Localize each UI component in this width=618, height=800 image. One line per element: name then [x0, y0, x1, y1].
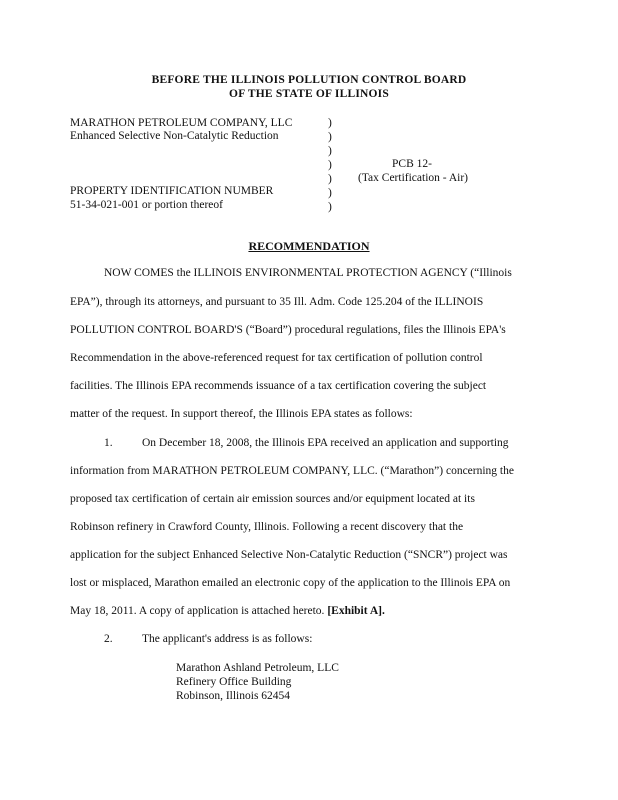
caption-property-id-value: 51-34-021-001 or portion thereof [70, 199, 223, 211]
board-title: BEFORE THE ILLINOIS POLLUTION CONTROL BOARD [151, 74, 467, 86]
board-subtitle: OF THE STATE OF ILLINOIS [229, 88, 389, 100]
item-number: 2. [104, 633, 113, 645]
paragraph-line: proposed tax certification of certain air emission sources and/or equipment located at its [70, 493, 475, 505]
caption-paren: ) [328, 201, 332, 213]
paragraph-line: information from MARATHON PETROLEUM COMPANY, LLC. (“Marathon”) concerning the [70, 465, 514, 477]
caption-paren: ) [328, 159, 332, 171]
paragraph-line: EPA”), through its attorneys, and pursuant to 35 Ill. Adm. Code 125.204 of the ILLINOIS [70, 296, 484, 308]
item-number: 1. [104, 437, 113, 449]
exhibit-reference: [Exhibit A]. [327, 605, 385, 617]
paragraph-line: NOW COMES the ILLINOIS ENVIRONMENTAL PROTECTION AGENCY (“Illinois [104, 267, 512, 279]
paragraph-line: POLLUTION CONTROL BOARD'S (“Board”) procedural regulations, files the Illinois EPA's [70, 324, 506, 336]
caption-project: Enhanced Selective Non-Catalytic Reduction [70, 130, 279, 142]
paragraph-line-text: May 18, 2011. A copy of application is attached hereto. [70, 605, 325, 617]
case-type: (Tax Certification - Air) [358, 172, 469, 184]
paragraph-line [70, 605, 385, 617]
paragraph-line: The applicant's address is as follows: [142, 633, 313, 645]
paragraph-line: Robinson refinery in Crawford County, Illinois. Following a recent discovery that the [70, 521, 464, 533]
case-number: PCB 12- [392, 158, 432, 170]
paragraph-line: facilities. The Illinois EPA recommends issuance of a tax certification covering the subject [70, 380, 487, 392]
caption-paren: ) [328, 131, 332, 143]
caption-paren: ) [328, 145, 332, 157]
caption-paren: ) [328, 173, 332, 185]
address-line: Robinson, Illinois 62454 [176, 690, 291, 702]
caption-paren: ) [328, 117, 332, 129]
caption-party: MARATHON PETROLEUM COMPANY, LLC [70, 117, 293, 129]
address-line: Marathon Ashland Petroleum, LLC [176, 662, 339, 674]
paragraph-line: Recommendation in the above-referenced request for tax certification of pollution control [70, 352, 483, 364]
paragraph-line: matter of the request. In support thereof, the Illinois EPA states as follows: [70, 408, 413, 420]
address-line: Refinery Office Building [176, 676, 292, 688]
paragraph-line: application for the subject Enhanced Selective Non-Catalytic Reduction (“SNCR”) project was [70, 549, 508, 561]
paragraph-line: On December 18, 2008, the Illinois EPA received an application and supporting [142, 437, 509, 449]
recommendation-heading: RECOMMENDATION [248, 239, 370, 253]
caption-paren: ) [328, 187, 332, 199]
paragraph-line: lost or misplaced, Marathon emailed an electronic copy of the application to the Illinois EPA on [70, 577, 511, 589]
caption-property-id-label: PROPERTY IDENTIFICATION NUMBER [70, 185, 274, 197]
